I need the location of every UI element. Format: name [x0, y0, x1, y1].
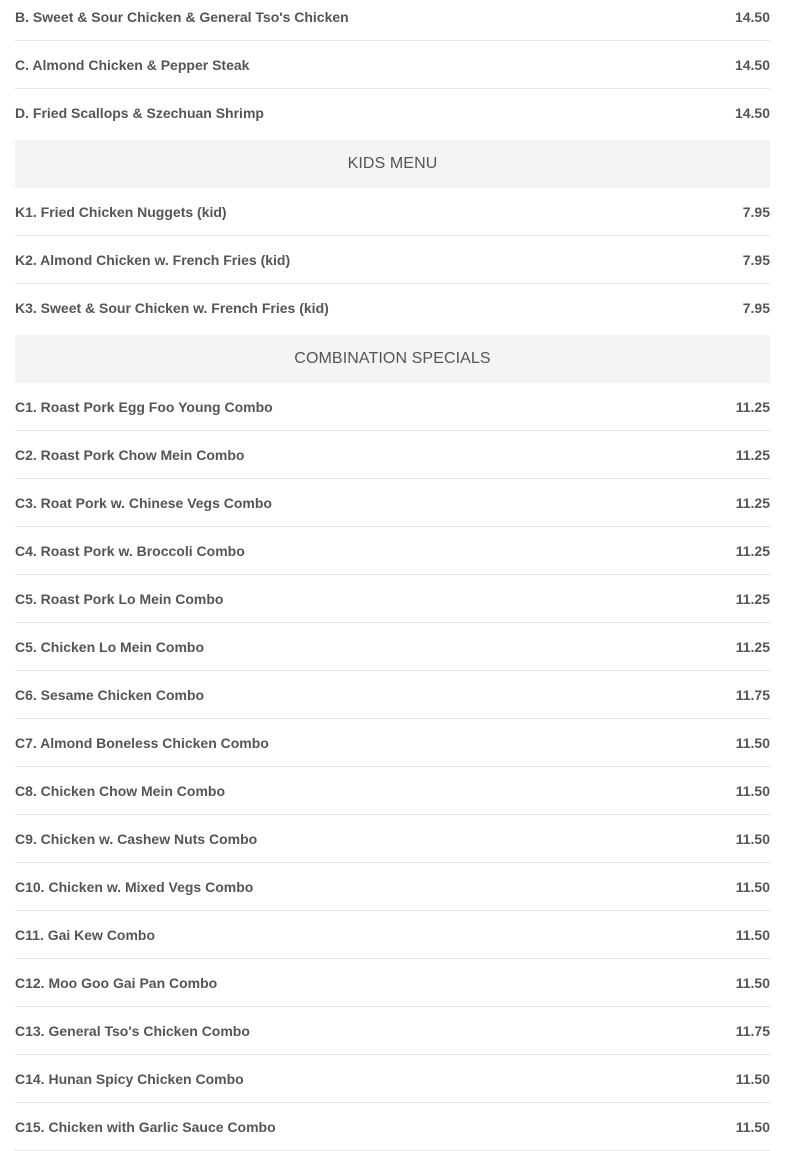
menu-item-price: 14.50 — [734, 8, 770, 25]
menu-item-price: 11.50 — [735, 974, 770, 991]
menu-item-row[interactable] — [15, 863, 770, 911]
menu-list — [15, 0, 770, 1151]
menu-item-price: 7.95 — [742, 203, 770, 220]
menu-item-name: C5. Roast Pork Lo Mein Combo — [15, 590, 224, 607]
menu-item-name: C2. Roast Pork Chow Mein Combo — [15, 446, 245, 463]
menu-item-name: C3. Roat Pork w. Chinese Vegs Combo — [15, 494, 272, 511]
menu-item-row[interactable] — [15, 527, 770, 575]
menu-item-price: 14.50 — [734, 105, 770, 121]
menu-item-price: 11.25 — [735, 590, 770, 607]
menu-item-row[interactable] — [15, 1007, 770, 1055]
menu-item-price: 11.75 — [735, 686, 770, 703]
menu-item-price: 14.50 — [734, 56, 770, 73]
menu-item-price: 11.50 — [735, 1118, 770, 1135]
menu-item-row[interactable] — [15, 236, 770, 284]
menu-item-name: C11. Gai Kew Combo — [15, 926, 156, 943]
section-header-kids-menu: KIDS MENU — [15, 140, 770, 188]
menu-item-price: 11.25 — [735, 446, 770, 463]
menu-item-row[interactable] — [15, 959, 770, 1007]
menu-item-price: 11.50 — [735, 878, 770, 895]
menu-item-name: C6. Sesame Chicken Combo — [15, 686, 205, 703]
menu-item-name: C10. Chicken w. Mixed Vegs Combo — [15, 878, 254, 895]
menu-item-row[interactable] — [15, 188, 770, 236]
menu-item-name: K2. Almond Chicken w. French Fries (kid) — [15, 251, 291, 268]
menu-item-price: 11.75 — [735, 1022, 770, 1039]
menu-item-price: 11.50 — [735, 734, 770, 751]
menu-item-name: D. Fried Scallops & Szechuan Shrimp — [15, 105, 264, 121]
menu-item-name: C14. Hunan Spicy Chicken Combo — [15, 1070, 244, 1087]
menu-item-row[interactable] — [15, 815, 770, 863]
menu-item-row[interactable] — [15, 0, 770, 41]
menu-item-name: C15. Chicken with Garlic Sauce Combo — [15, 1118, 276, 1135]
menu-item-price: 11.25 — [735, 542, 770, 559]
menu-item-price: 11.50 — [735, 830, 770, 847]
menu-item-name: C4. Roast Pork w. Broccoli Combo — [15, 542, 245, 559]
menu-item-price: 11.50 — [735, 1070, 770, 1087]
menu-item-row[interactable] — [15, 284, 770, 332]
menu-item-price: 7.95 — [742, 251, 770, 268]
menu-item-price: 11.25 — [735, 398, 770, 415]
menu-item-price: 11.25 — [735, 494, 770, 511]
menu-item-price: 7.95 — [742, 300, 770, 316]
menu-item-name: C12. Moo Goo Gai Pan Combo — [15, 974, 218, 991]
menu-item-name: B. Sweet & Sour Chicken & General Tso's Chicken — [15, 8, 349, 25]
menu-item-row[interactable] — [15, 623, 770, 671]
menu-item-row[interactable] — [15, 1103, 770, 1151]
menu-item-name: C. Almond Chicken & Pepper Steak — [15, 56, 250, 73]
menu-item-row[interactable] — [15, 911, 770, 959]
menu-item-row[interactable] — [15, 719, 770, 767]
menu-item-row[interactable] — [15, 767, 770, 815]
menu-item-price: 11.25 — [735, 638, 770, 655]
menu-item-row[interactable] — [15, 89, 770, 137]
menu-item-name: K3. Sweet & Sour Chicken w. French Fries (kid) — [15, 300, 329, 316]
menu-item-price: 11.50 — [735, 926, 770, 943]
menu-item-name: C1. Roast Pork Egg Foo Young Combo — [15, 398, 273, 415]
menu-item-name: C5. Chicken Lo Mein Combo — [15, 638, 205, 655]
menu-item-row[interactable] — [15, 575, 770, 623]
menu-item-row[interactable] — [15, 479, 770, 527]
menu-item-row[interactable] — [15, 671, 770, 719]
menu-item-row[interactable] — [15, 383, 770, 431]
section-header-combination-specials: COMBINATION SPECIALS — [15, 335, 770, 383]
menu-item-name: C13. General Tso's Chicken Combo — [15, 1022, 250, 1039]
menu-item-name: C9. Chicken w. Cashew Nuts Combo — [15, 830, 258, 847]
menu-item-price: 11.50 — [735, 782, 770, 799]
menu-item-name: C7. Almond Boneless Chicken Combo — [15, 734, 269, 751]
menu-item-row[interactable] — [15, 1055, 770, 1103]
menu-item-row[interactable] — [15, 41, 770, 89]
menu-item-row[interactable] — [15, 431, 770, 479]
menu-item-name: C8. Chicken Chow Mein Combo — [15, 782, 226, 799]
menu-item-name: K1. Fried Chicken Nuggets (kid) — [15, 203, 227, 220]
